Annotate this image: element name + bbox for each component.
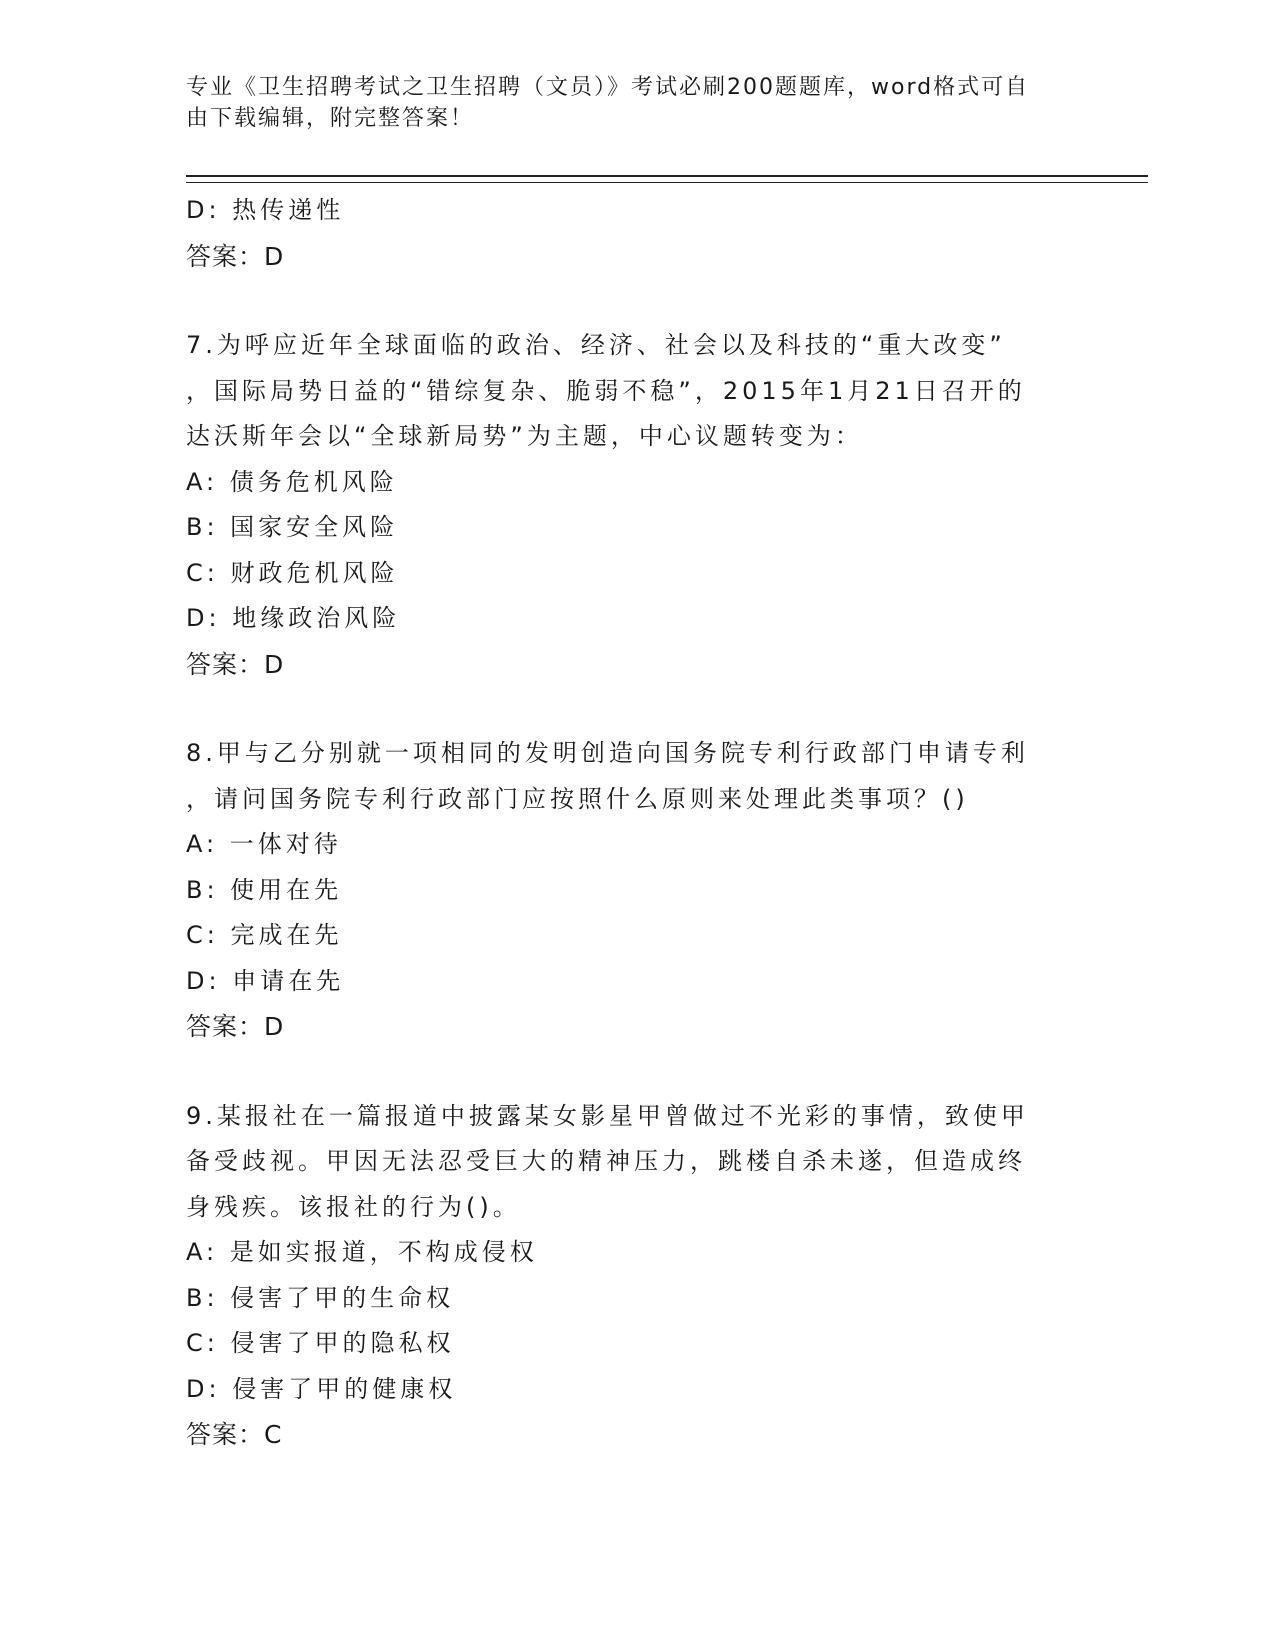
header-line-2: 由下载编辑，附完整答案！ <box>186 106 475 131</box>
header-line-1: 专业《卫生招聘考试之卫生招聘（文员）》考试必刷200题题库，word格式可自 <box>186 75 1030 100</box>
option-a: A: 是如实报道，不构成侵权 <box>186 1238 538 1266</box>
question-8 <box>186 731 1086 1050</box>
option-d: D: 侵害了甲的健康权 <box>186 1374 457 1403</box>
option-c: C: 完成在先 <box>186 921 343 949</box>
spacer <box>186 687 1086 731</box>
answer: 答案：D <box>186 241 285 271</box>
question-stem-line: 9.某报社在一篇报道中披露某女影星甲曾做过不光彩的事情，致使甲 <box>186 1101 1029 1130</box>
question-9 <box>186 1094 1086 1458</box>
question-stem-line: 7.为呼应近年全球面临的政治、经济、社会以及科技的“重大改变” <box>186 331 1006 359</box>
option-c: C: 侵害了甲的隐私权 <box>186 1329 455 1357</box>
question-stem-line: ，请问国务院专利行政部门应按照什么原则来处理此类事项？() <box>186 784 969 813</box>
spacer <box>186 1050 1086 1094</box>
option-d: D: 申请在先 <box>186 966 345 995</box>
document-header <box>186 72 1066 134</box>
question-stem-line: 达沃斯年会以“全球新局势”为主题，中心议题转变为： <box>186 422 863 450</box>
option-a: A: 一体对待 <box>186 830 342 858</box>
option-a: A: 债务危机风险 <box>186 467 398 496</box>
header-divider-thick <box>186 175 1148 177</box>
answer: 答案：C <box>186 1420 283 1449</box>
question-7 <box>186 323 1086 687</box>
question-stem-line: 身残疾。该报社的行为()。 <box>186 1192 521 1221</box>
header-divider-thin <box>186 182 1148 183</box>
option-c: C: 财政危机风险 <box>186 558 399 587</box>
question-list <box>186 188 1086 1458</box>
option-d: D: 热传递性 <box>186 196 345 224</box>
spacer <box>186 279 1086 323</box>
question-stem-line: 8.甲与乙分别就一项相同的发明创造向国务院专利行政部门申请专利 <box>186 739 1029 767</box>
answer: 答案：D <box>186 649 285 679</box>
answer: 答案：D <box>186 1012 285 1041</box>
question-stem-line: 备受歧视。甲因无法忍受巨大的精神压力，跳楼自杀未遂，但造成终 <box>186 1147 1026 1175</box>
option-d: D: 地缘政治风险 <box>186 604 401 632</box>
option-b: B: 使用在先 <box>186 875 343 904</box>
option-b: B: 国家安全风险 <box>186 513 399 541</box>
question-stem-line: ，国际局势日益的“错综复杂、脆弱不稳”，2015年1月21日召开的 <box>186 376 1026 405</box>
question-6-tail <box>186 188 1086 279</box>
option-b: B: 侵害了甲的生命权 <box>186 1283 455 1312</box>
